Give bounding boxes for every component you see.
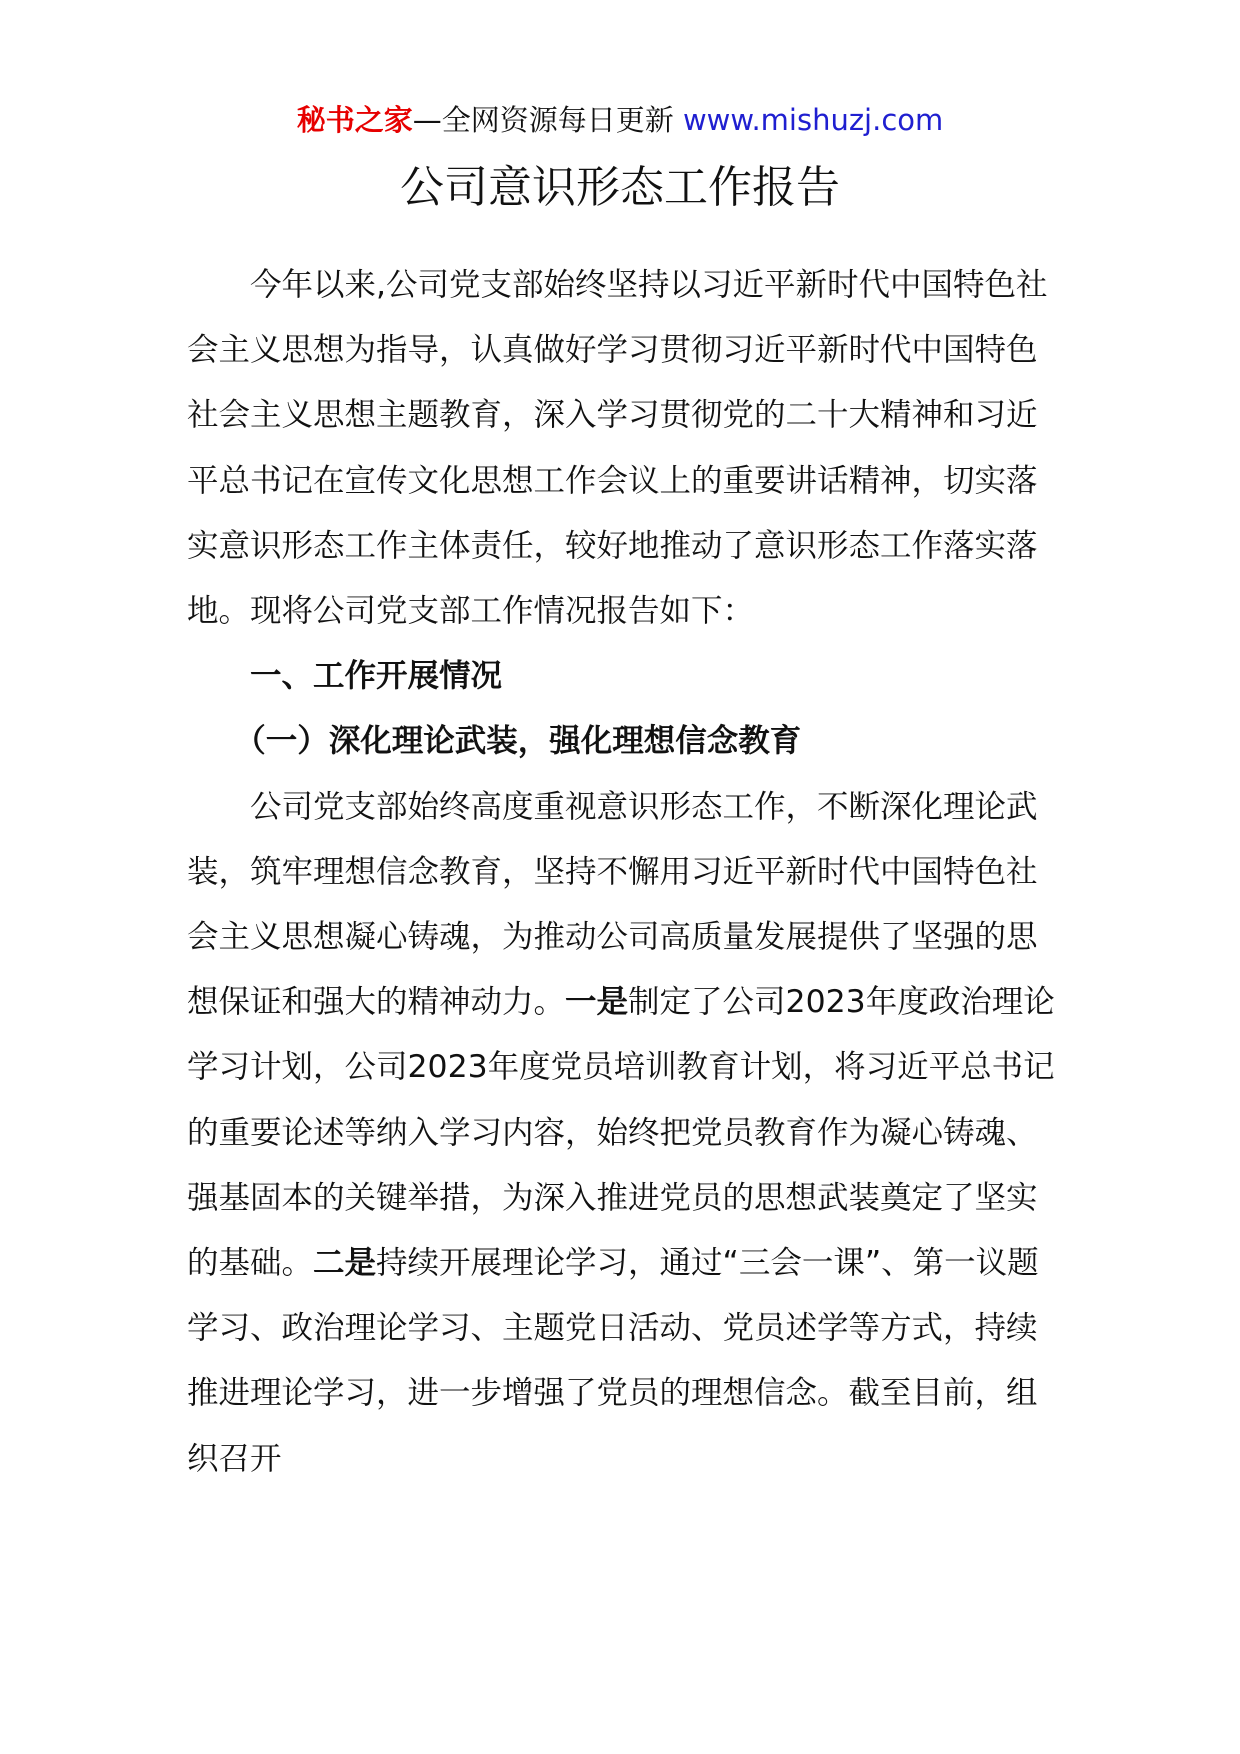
paragraph-text: 公司党支部始终高度重视意识形态工作，不断深化理论武装，筑牢理想信念教育，坚持不懈用习近平新时代中国特色社会主义思想凝心铸魂，为推动公司高质量发展提供了坚强的思想保证和强大的精神动力。 [187, 788, 1038, 1021]
subsection-heading: （一）深化理论武装，强化理想信念教育 [234, 723, 802, 760]
site-header [0, 100, 1240, 140]
body-paragraph [187, 775, 1067, 1492]
brand-name: 秘书之家 [296, 103, 413, 137]
paragraph-text: 持续开展理论学习，通过“三会一课”、第一议题学习、政治理论学习、主题党日活动、党员述学等方式，持续推进理论学习，进一步增强了党员的理想信念。截至目前，组织召开 [187, 1245, 1039, 1477]
document-title: 公司意识形态工作报告 [400, 162, 840, 213]
document-body [187, 253, 1067, 1492]
section-heading: 一、工作开展情况 [250, 658, 503, 695]
bold-lead-second: 二是 [313, 1245, 377, 1282]
paragraph-text: 制定了公司2023年度政治理论学习计划，公司2023年度党员培训教育计划，将习近平总书记的重要论述等纳入学习内容，始终把党员教育作为凝心铸魂、强基固本的关键举措，为深入推进党员的思想武装奠定了坚实的基础。 [187, 984, 1055, 1282]
site-url[interactable]: www.mishuzj.com [682, 103, 944, 137]
intro-paragraph: 今年以来,公司党支部始终坚持以习近平新时代中国特色社会主义思想为指导，认真做好学习贯彻习近平新时代中国特色社会主义思想主题教育，深入学习贯彻党的二十大精神和习近平总书记在宣传文化思想工作会议上的重要讲话精神，切实落实意识形态工作主体责任，较好地推动了意识形态工作落实落地。现将公司党支部工作情况报告如下： [187, 267, 1048, 630]
header-slogan: —全网资源每日更新 [412, 103, 674, 137]
bold-lead-first: 一是 [565, 984, 629, 1021]
